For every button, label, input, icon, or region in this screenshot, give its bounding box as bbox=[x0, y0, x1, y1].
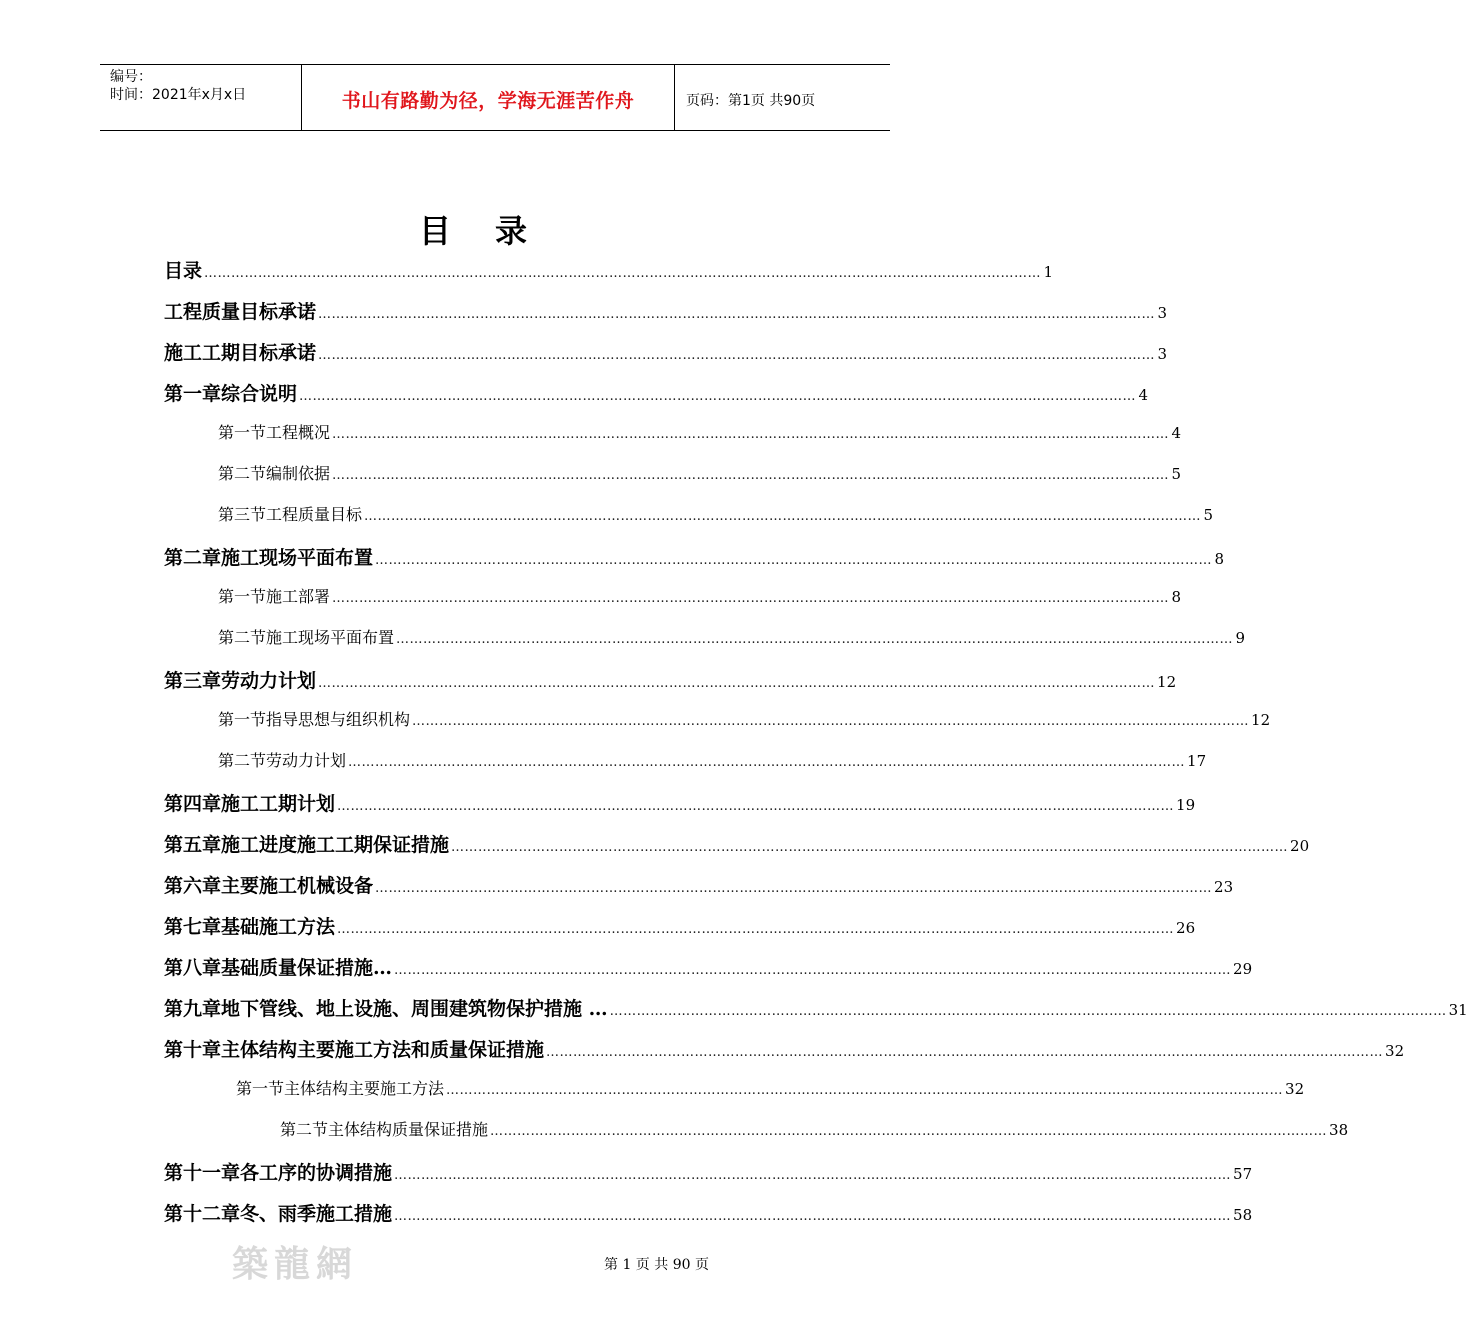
toc-entry-number: 第一章 bbox=[164, 383, 222, 405]
toc-entry-number: 第三章 bbox=[164, 670, 222, 692]
toc-entry-number: 第四章 bbox=[164, 793, 222, 815]
document-number-label: 编号： bbox=[110, 69, 152, 85]
toc-leader-dots: …………………………………………………………………………………………………………………………………………………………………… bbox=[412, 714, 1250, 729]
toc-entry-number: 工程质量目标承诺 bbox=[164, 301, 317, 323]
toc-entry-number: 第二节 bbox=[280, 1120, 329, 1139]
toc-entry-title: 主体结构主要施工方法和质量保证措施 bbox=[221, 1039, 545, 1061]
page-footer: 第 1 页 共 90 页 bbox=[604, 1257, 709, 1273]
toc-leader-dots: …………………………………………………………………………………………………………………………………………………………………… bbox=[337, 922, 1175, 937]
toc-leader-dots: …………………………………………………………………………………………………………………………………………………………………… bbox=[490, 1124, 1328, 1139]
toc-entry[interactable] bbox=[164, 994, 1468, 1020]
toc-entry[interactable] bbox=[164, 912, 1196, 938]
toc-leader-dots: …………………………………………………………………………………………………………………………………………………………………… bbox=[394, 963, 1232, 978]
toc-entry-number: 第一节 bbox=[218, 423, 267, 442]
toc-entry-number: 施工工期目标承诺 bbox=[164, 342, 317, 364]
toc-leader-dots: …………………………………………………………………………………………………………………………………………………………………… bbox=[364, 509, 1202, 524]
toc-entry-page: 29 bbox=[1233, 960, 1253, 978]
toc-entry-title: 主要施工机械设备 bbox=[221, 875, 374, 897]
header-bottom-rule bbox=[100, 130, 890, 131]
toc-entry[interactable] bbox=[280, 1117, 1349, 1143]
toc-entry-number: 第二节 bbox=[218, 464, 267, 483]
toc-entry-number: 第二节 bbox=[218, 751, 267, 770]
toc-leader-dots: …………………………………………………………………………………………………………………………………………………………………… bbox=[609, 1004, 1447, 1019]
toc-leader-dots: …………………………………………………………………………………………………………………………………………………………………… bbox=[299, 389, 1137, 404]
toc-entry-title: 基础质量保证措施… bbox=[221, 957, 393, 979]
toc-entry-page: 26 bbox=[1176, 919, 1196, 937]
toc-entry-number: 第八章 bbox=[164, 957, 222, 979]
toc-leader-dots: …………………………………………………………………………………………………………………………………………………………………… bbox=[318, 307, 1156, 322]
toc-entry-title: 基础施工方法 bbox=[221, 916, 336, 938]
toc-entry-page: 1 bbox=[1043, 263, 1054, 281]
toc-entry[interactable] bbox=[164, 871, 1234, 897]
toc-leader-dots: …………………………………………………………………………………………………………………………………………………………………… bbox=[375, 881, 1213, 896]
toc-entry-page: 3 bbox=[1157, 304, 1168, 322]
toc-entry-title: 地下管线、地上设施、周围建筑物保护措施 … bbox=[221, 998, 608, 1020]
toc-entry-page: 32 bbox=[1285, 1080, 1305, 1098]
toc-entry[interactable] bbox=[164, 1035, 1405, 1061]
toc-entry[interactable] bbox=[164, 256, 1054, 282]
document-date: 时间：2021年x月x日 bbox=[110, 87, 247, 103]
toc-entry-title: 各工序的协调措施 bbox=[240, 1162, 393, 1184]
toc-entry[interactable] bbox=[218, 625, 1246, 651]
toc-entry-number: 第六章 bbox=[164, 875, 222, 897]
toc-entry-number: 第九章 bbox=[164, 998, 222, 1020]
toc-leader-dots: …………………………………………………………………………………………………………………………………………………………………… bbox=[337, 799, 1175, 814]
toc-entry-page: 17 bbox=[1187, 752, 1207, 770]
toc-entry-number: 第一节 bbox=[218, 587, 267, 606]
toc-entry[interactable] bbox=[164, 830, 1310, 856]
toc-entry[interactable] bbox=[164, 543, 1225, 569]
toc-entry-number: 第十一章 bbox=[164, 1162, 241, 1184]
toc-entry-title: 工程概况 bbox=[266, 423, 331, 442]
toc-entry-number: 第七章 bbox=[164, 916, 222, 938]
toc-entry-title: 编制依据 bbox=[266, 464, 331, 483]
header-page-info: 页码：第1页 共90页 bbox=[686, 93, 816, 109]
toc-entry-title: 工程质量目标 bbox=[266, 505, 363, 524]
toc-entry[interactable] bbox=[164, 666, 1177, 692]
toc-entry-number: 第一节 bbox=[236, 1079, 285, 1098]
toc-entry[interactable] bbox=[218, 502, 1214, 528]
toc-entry-page: 32 bbox=[1385, 1042, 1405, 1060]
toc-leader-dots: …………………………………………………………………………………………………………………………………………………………………… bbox=[375, 553, 1213, 568]
toc-entry-title: 冬、雨季施工措施 bbox=[240, 1203, 393, 1225]
toc-entry-page: 8 bbox=[1214, 550, 1225, 568]
toc-entry-page: 12 bbox=[1157, 673, 1177, 691]
toc-entry[interactable] bbox=[236, 1076, 1305, 1102]
toc-entry-page: 4 bbox=[1138, 386, 1149, 404]
toc-entry-number: 第十二章 bbox=[164, 1203, 241, 1225]
toc-entry-number: 第十章 bbox=[164, 1039, 222, 1061]
toc-entry-page: 38 bbox=[1329, 1121, 1349, 1139]
toc-entry[interactable] bbox=[164, 1199, 1253, 1225]
toc-entry-page: 31 bbox=[1448, 1001, 1468, 1019]
toc-entry[interactable] bbox=[218, 420, 1182, 446]
toc-leader-dots: …………………………………………………………………………………………………………………………………………………………………… bbox=[396, 632, 1234, 647]
toc-entry-title: 指导思想与组织机构 bbox=[266, 710, 411, 729]
toc-entry-number: 第二章 bbox=[164, 547, 222, 569]
toc-entry-title: 施工现场平面布置 bbox=[266, 628, 395, 647]
toc-entry-title: 施工现场平面布置 bbox=[221, 547, 374, 569]
toc-entry-page: 23 bbox=[1214, 878, 1234, 896]
toc-entry-page: 3 bbox=[1157, 345, 1168, 363]
toc-entry-page: 20 bbox=[1290, 837, 1310, 855]
toc-entry-page: 19 bbox=[1176, 796, 1196, 814]
header-meta bbox=[110, 68, 246, 104]
toc-entry-number: 第二节 bbox=[218, 628, 267, 647]
toc-entry-page: 58 bbox=[1233, 1206, 1253, 1224]
toc-leader-dots: …………………………………………………………………………………………………………………………………………………………………… bbox=[446, 1083, 1284, 1098]
toc-entry[interactable] bbox=[164, 789, 1196, 815]
toc-leader-dots: …………………………………………………………………………………………………………………………………………………………………… bbox=[332, 468, 1170, 483]
toc-entry-title: 主体结构质量保证措施 bbox=[328, 1120, 489, 1139]
toc-leader-dots: …………………………………………………………………………………………………………………………………………………………………… bbox=[348, 755, 1186, 770]
toc-leader-dots: …………………………………………………………………………………………………………………………………………………………………… bbox=[394, 1209, 1232, 1224]
toc-leader-dots: …………………………………………………………………………………………………………………………………………………………………… bbox=[394, 1168, 1232, 1183]
toc-entry[interactable] bbox=[164, 1158, 1253, 1184]
toc-entry-number: 第三节 bbox=[218, 505, 267, 524]
toc-entry-number: 第五章 bbox=[164, 834, 222, 856]
toc-entry[interactable] bbox=[164, 338, 1168, 364]
toc-leader-dots: …………………………………………………………………………………………………………………………………………………………………… bbox=[332, 427, 1170, 442]
header-divider bbox=[674, 64, 675, 130]
page-title: 目录 bbox=[418, 212, 571, 250]
toc-entry-title: 综合说明 bbox=[221, 383, 298, 405]
toc-entry-number: 目录 bbox=[164, 260, 203, 282]
header-top-rule bbox=[100, 64, 890, 65]
watermark-logo: 築龍網 bbox=[232, 1243, 359, 1285]
toc-entry[interactable] bbox=[218, 748, 1207, 774]
toc-entry-page: 5 bbox=[1171, 465, 1182, 483]
toc-entry-title: 主体结构主要施工方法 bbox=[284, 1079, 445, 1098]
toc-leader-dots: …………………………………………………………………………………………………………………………………………………………………… bbox=[318, 676, 1156, 691]
toc-entry-title: 劳动力计划 bbox=[221, 670, 317, 692]
toc-leader-dots: …………………………………………………………………………………………………………………………………………………………………… bbox=[318, 348, 1156, 363]
toc-leader-dots: …………………………………………………………………………………………………………………………………………………………………… bbox=[546, 1045, 1384, 1060]
toc-entry-title: 施工部署 bbox=[266, 587, 331, 606]
toc-entry-page: 9 bbox=[1235, 629, 1246, 647]
toc-entry[interactable] bbox=[164, 953, 1253, 979]
toc-entry-title: 施工进度施工工期保证措施 bbox=[221, 834, 450, 856]
toc-entry[interactable] bbox=[218, 584, 1182, 610]
toc-entry[interactable] bbox=[164, 379, 1149, 405]
toc-entry-page: 5 bbox=[1203, 506, 1214, 524]
toc-entry-page: 57 bbox=[1233, 1165, 1253, 1183]
toc-entry-page: 4 bbox=[1171, 424, 1182, 442]
toc-entry-title: 施工工期计划 bbox=[221, 793, 336, 815]
toc-leader-dots: …………………………………………………………………………………………………………………………………………………………………… bbox=[332, 591, 1170, 606]
toc-entry-page: 8 bbox=[1171, 588, 1182, 606]
header-motto: 书山有路勤为径，学海无涯苦作舟 bbox=[341, 90, 635, 112]
toc-entry-number: 第一节 bbox=[218, 710, 267, 729]
toc-leader-dots: …………………………………………………………………………………………………………………………………………………………………… bbox=[204, 266, 1042, 281]
toc-entry-title: 劳动力计划 bbox=[266, 751, 347, 770]
toc-entry-page: 12 bbox=[1251, 711, 1271, 729]
toc-entry[interactable] bbox=[164, 297, 1168, 323]
toc-entry[interactable] bbox=[218, 707, 1271, 733]
toc-leader-dots: …………………………………………………………………………………………………………………………………………………………………… bbox=[451, 840, 1289, 855]
toc-entry[interactable] bbox=[218, 461, 1182, 487]
